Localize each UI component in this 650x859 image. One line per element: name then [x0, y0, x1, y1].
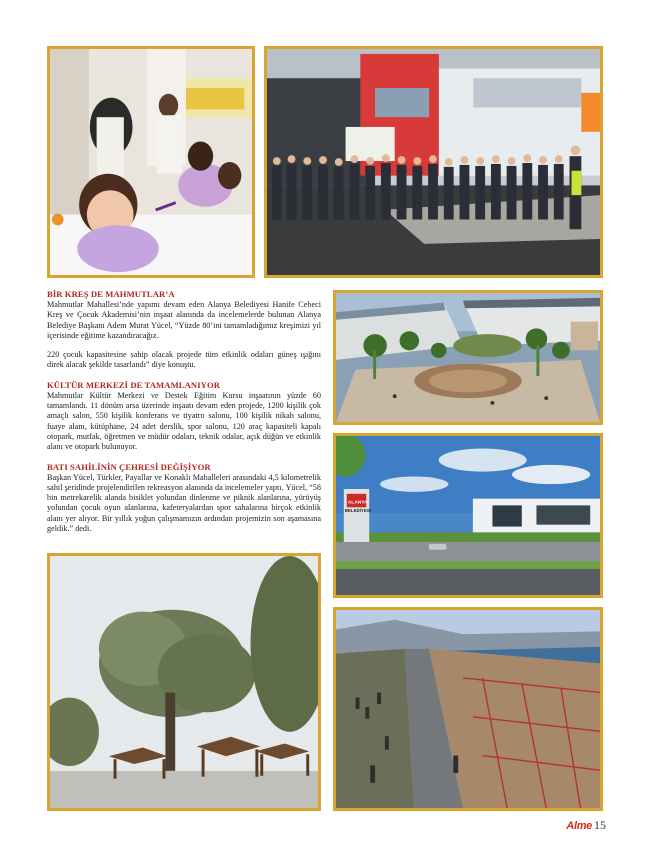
- section-paragraph: Mahmutlar Mahallesi’nde yapımı devam eden Alanya Belediyesi Hanife Cebeci Kreş ve Çocuk Akademisi’nin inşaat alanında da incelemelerde bulunan Alanya Belediye Başkanı Adem Murat Yücel, “Yüzde 80’ini tamamladığımız kreşimizi yıl içerisinde eğitime kazandıracağız.: [47, 300, 321, 340]
- photo-group-building: [264, 46, 603, 278]
- sign-line-2: BELEDİYESİ: [344, 508, 371, 514]
- brand-logo: Alme: [566, 820, 592, 832]
- section-kultur-merkezi: [47, 380, 321, 453]
- page-number: 15: [594, 818, 606, 832]
- section-heading: BATI SAHİLİNİN ÇEHRESİ DEĞİŞİYOR: [47, 461, 211, 472]
- page-footer: [566, 818, 606, 833]
- article-text: [47, 289, 321, 540]
- sign-line-1: ALANYA: [347, 500, 368, 506]
- photo-culture-center-render: [333, 290, 603, 425]
- photo-coastal-construction: [333, 607, 603, 811]
- section-heading: KÜLTÜR MERKEZİ DE TAMAMLANIYOR: [47, 379, 221, 390]
- section-paragraph: 220 çocuk kapasitesine sahip olacak projede tüm etkinlik odaları güneş ışığını direk alacak şekilde tasarlandı” diye konuştu.: [47, 350, 321, 370]
- section-paragraph: Mahmutlar Kültür Merkezi ve Destek Eğitim Kursu inşaatının yüzde 60 tamamlandı. 11 dönüm arsa üzerinde inşaatı devam eden projede, 1200 kişilik çok amaçlı salon, 550 kişilik konferans ve tiyatro salonu, 100 kişilik nikah salonu, fuaye alanı, kütüphane, 24 adet derslik, spor salonu, 120 araç kapasiteli kapalı otopark, mutfak, öğretmen ve müdür odaları, teknik odalar, açık düğün ve etkinlik alanı ve otopark bulunuyor.: [47, 390, 321, 452]
- section-kres: [47, 289, 321, 371]
- section-bati-sahili: [47, 462, 321, 535]
- photo-kids-drawing: [47, 46, 255, 278]
- section-paragraph: Başkan Yücel, Türkler, Payallar ve Konaklı Mahalleleri arasındaki 4,5 kilometrelik sahil şeridinde projelendirilen rekreasyon alanında da incelemeler yaptı. Yücel, “58 bin metrekarelik alanda bisiklet yolundan dinlenme ve piknik alanlarına, yürüyüş yolundan çocuk oyun alanlarına, kafeteryalardan spor sahalarına birçok etkinlik alanı yer alıyor. Bir yıllık yoğun çalışmamızın ardından projemizin son aşamasına geldik.” dedi.: [47, 472, 321, 534]
- photo-alanya-sign-road: [333, 433, 603, 598]
- photo-trees-picnic: [47, 553, 321, 811]
- section-heading: BİR KREŞ DE MAHMUTLAR’A: [47, 289, 175, 299]
